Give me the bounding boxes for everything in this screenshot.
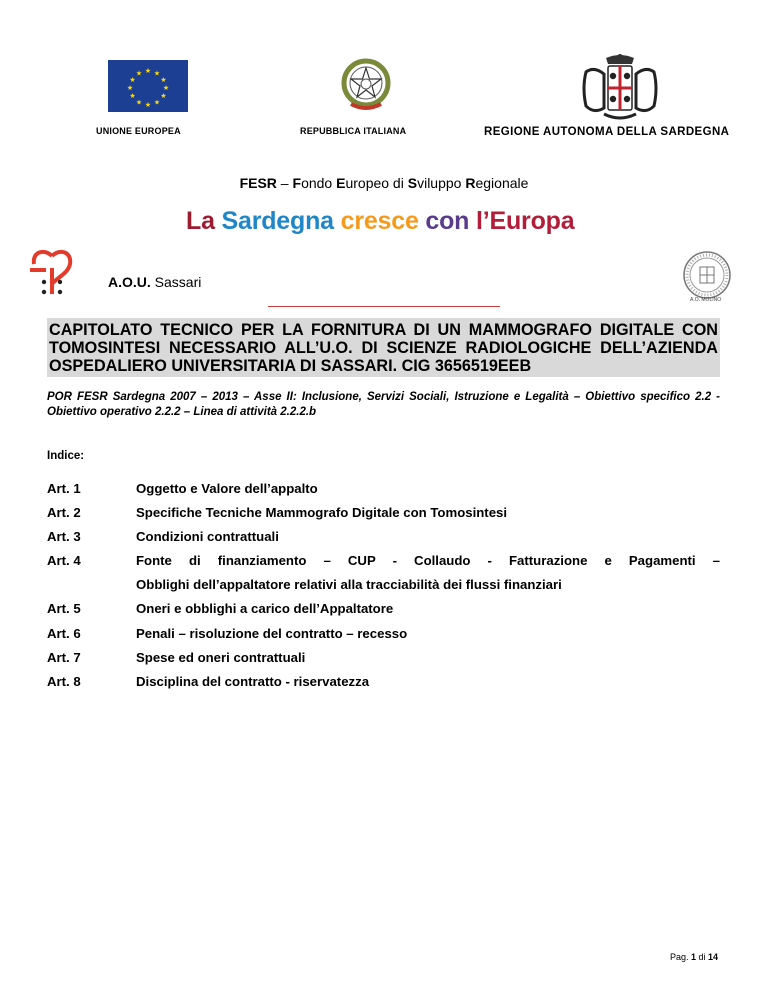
toc-article-title: Spese ed oneri contrattuali [136, 650, 306, 665]
fesr-dash: – [276, 175, 293, 191]
slogan [186, 207, 574, 236]
fesr-uropeo: uropeo di [345, 175, 408, 191]
por-reference: POR FESR Sardegna 2007 – 2013 – Asse II: Inclusione, Servizi Sociali, Istruzione e Legalità – Obiettivo specifico 2.2 - Obiettivo operativo 2.2.2 – Linea di attività 2.2.2.b [47, 391, 720, 418]
fesr-e: E [336, 175, 346, 191]
toc-article-number: Art. 1 [47, 481, 81, 496]
toc-article-number: Art. 4 [47, 553, 81, 568]
fesr-acronym: FESR [239, 175, 277, 191]
fesr-r: R [465, 175, 476, 191]
italian-republic-emblem [337, 56, 395, 114]
aou-logo-icon [30, 248, 74, 298]
index-heading: Indice: [47, 450, 85, 462]
rs-caption: REGIONE AUTONOMA DELLA SARDEGNA [484, 126, 730, 138]
toc-article-title: Oggetto e Valore dell’appalto [136, 481, 318, 496]
footer-total-pages: 14 [708, 952, 719, 962]
toc-article-title: Condizioni contrattuali [136, 529, 279, 544]
toc-article-title-continued: Obblighi dell’appaltatore relativi alla tracciabilità dei flussi finanziari [136, 577, 562, 592]
toc-article-number: Art. 7 [47, 650, 81, 665]
toc-article-number: Art. 6 [47, 626, 81, 641]
toc-article-number: Art. 2 [47, 505, 81, 520]
university-seal-icon [682, 250, 732, 300]
fesr-line [0, 175, 768, 191]
page-footer [670, 952, 718, 962]
footer-pag-label: Pag. [670, 952, 692, 962]
fesr-egionale: egionale [475, 175, 529, 191]
svg-text:★: ★ [153, 98, 161, 107]
seal-caption: A.O. MOLINO [690, 297, 722, 303]
svg-text:★: ★ [135, 98, 143, 107]
toc-article-title: Specifiche Tecniche Mammografo Digitale con Tomosintesi [136, 505, 508, 520]
eu-stars-icon [108, 60, 188, 112]
toc-article-title: Oneri e obblighi a carico dell’Appaltatore [136, 601, 394, 616]
aou-name [108, 274, 201, 290]
slogan-con: con [425, 207, 476, 235]
toc-article-number: Art. 5 [47, 601, 81, 616]
header-divider [268, 306, 500, 307]
toc-article-title: Penali – risoluzione del contratto – recesso [136, 626, 408, 641]
sardegna-coat-of-arms [578, 52, 662, 124]
slogan-la: La [186, 207, 222, 235]
slogan-sardegna: Sardegna [221, 207, 341, 235]
svg-text:★: ★ [160, 76, 167, 84]
eu-flag-logo [108, 60, 188, 112]
document-title: CAPITOLATO TECNICO PER LA FORNITURA DI UN MAMMOGRAFO DIGITALE CON TOMOSINTESI NECESSARIO ALL’U.O. DI SCIENZE RADIOLOGICHE DELL’AZIENDA OSPEDALIERO UNIVERSITARIA DI SASSARI. CIG 3656519EEB [49, 321, 718, 375]
svg-text:★: ★ [153, 69, 161, 78]
toc-article-title: Disciplina del contratto - riservatezza [136, 674, 370, 689]
slogan-europa: l’Europa [476, 207, 575, 235]
toc-article-number: Art. 8 [47, 674, 81, 689]
fesr-s: S [407, 175, 418, 191]
svg-text:★: ★ [144, 67, 152, 75]
svg-text:★: ★ [129, 76, 136, 84]
fesr-ondo: ondo [301, 175, 337, 191]
document-title-box [47, 318, 720, 377]
fesr-viluppo: viluppo [417, 175, 466, 191]
svg-text:★: ★ [162, 84, 170, 92]
footer-of-label: di [696, 952, 709, 962]
fesr-f: F [292, 175, 302, 191]
svg-text:★: ★ [160, 92, 167, 100]
toc-article-title: Fonte di finanziamento – CUP - Collaudo - Fatturazione e Pagamenti – [136, 553, 720, 568]
aou-acronym: A.O.U. [108, 274, 151, 290]
ri-caption: REPUBBLICA ITALIANA [300, 126, 407, 136]
aou-city: Sassari [150, 274, 202, 290]
svg-text:★: ★ [126, 84, 134, 92]
toc-article-number: Art. 3 [47, 529, 81, 544]
slogan-cresce: cresce [340, 207, 426, 235]
svg-text:★: ★ [135, 69, 143, 78]
eu-caption: UNIONE EUROPEA [96, 126, 181, 136]
svg-text:★: ★ [144, 101, 152, 109]
footer-page-number: 1 [691, 952, 697, 962]
svg-text:★: ★ [129, 92, 136, 100]
